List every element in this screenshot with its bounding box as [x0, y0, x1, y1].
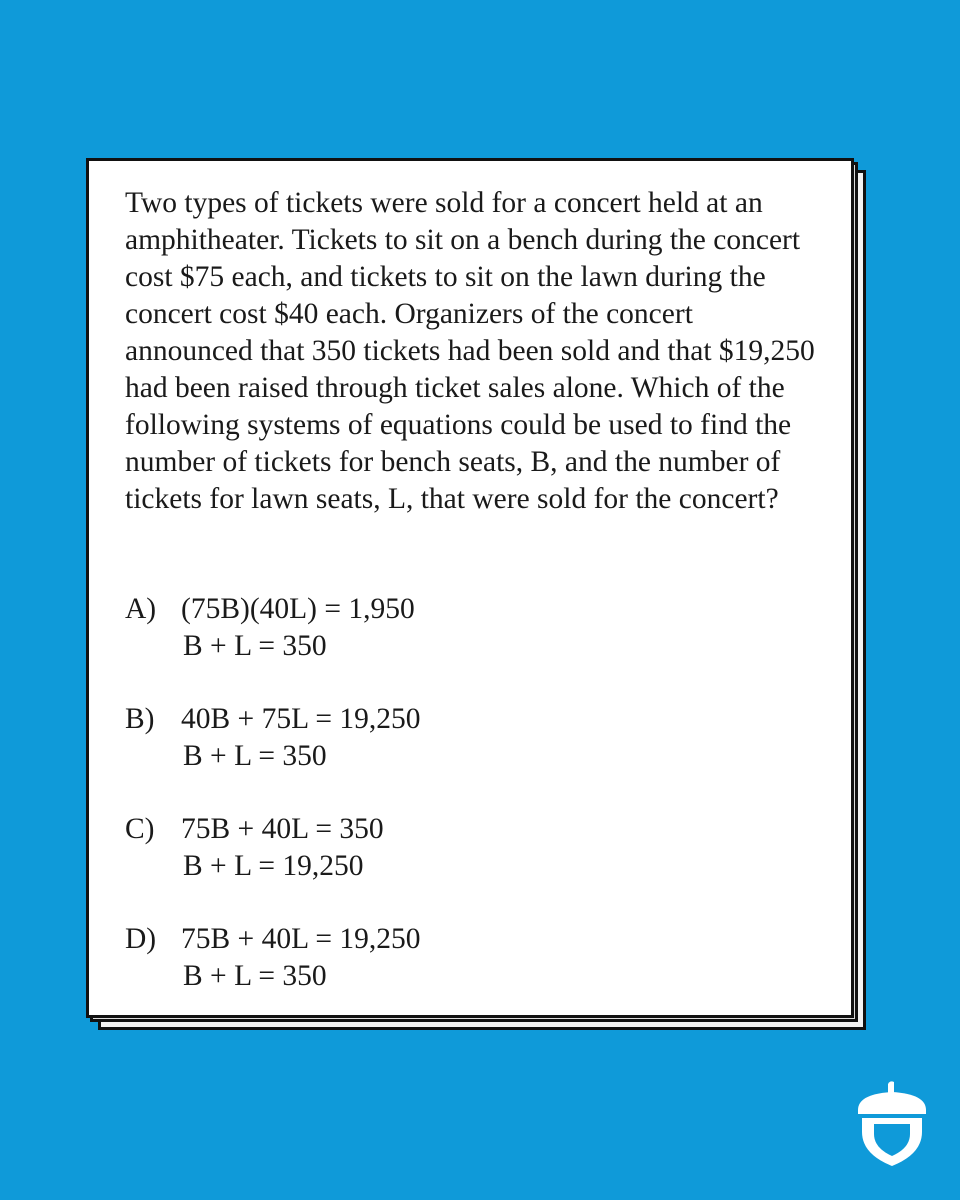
question-text: Two types of tickets were sold for a concert held at an amphitheater. Tickets to sit on a bench during the concert cost $75 each, and tickets to sit on the lawn during the concert cost $40 each. Organizers of the concert announced that 350 tickets had been sold and that $19,250 had been raised through ticket sales alone. Which of the following systems of equations could be used to find the number of tickets for bench seats, B, and the number of tickets for lawn seats, L, that were sold for the concert?	[125, 187, 815, 515]
card-face	[86, 158, 854, 1018]
choice-equation-2: B + L = 350	[183, 630, 327, 662]
choice-equation-2: B + L = 19,250	[183, 850, 364, 882]
choice-equation-1: (75B)(40L) = 1,950	[181, 593, 415, 625]
choice-equation-1: 75B + 40L = 19,250	[181, 923, 421, 955]
choice-letter: B)	[125, 703, 155, 735]
choice-d	[125, 921, 825, 995]
question-card	[86, 158, 854, 1018]
choice-c	[125, 811, 825, 885]
choice-equation-1: 75B + 40L = 350	[181, 813, 384, 845]
choice-equation-2: B + L = 350	[183, 960, 327, 992]
choice-letter: A)	[125, 593, 157, 625]
choice-equation-1: 40B + 75L = 19,250	[181, 703, 421, 735]
choice-letter: C)	[125, 813, 155, 845]
choice-letter: D)	[125, 923, 157, 955]
choice-b	[125, 701, 825, 775]
acorn-icon	[850, 1080, 934, 1168]
choice-a	[125, 591, 825, 665]
choice-equation-2: B + L = 350	[183, 740, 327, 772]
